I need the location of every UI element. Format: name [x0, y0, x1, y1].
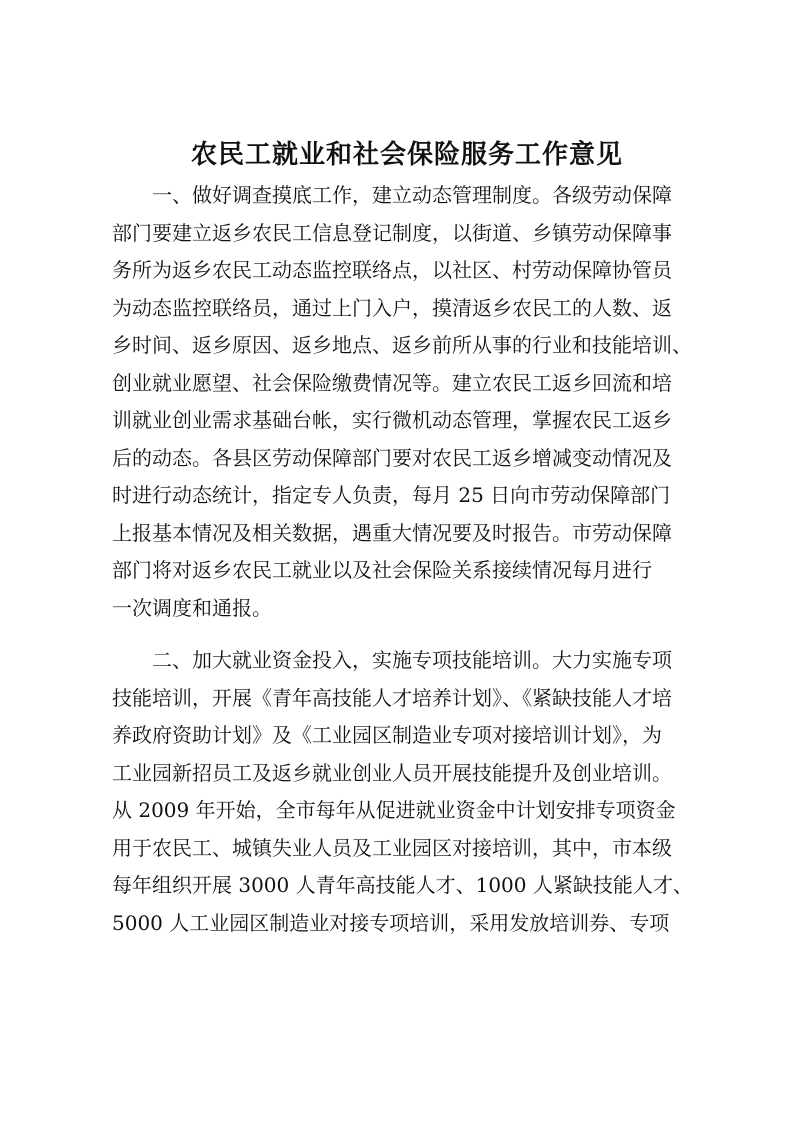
text-line: 二、加大就业资金投入，实施专项技能培训。大力实施专项 — [112, 648, 672, 673]
text-line: 一次调度和通报。 — [112, 595, 272, 620]
text-line: 养政府资助计划》及《工业园区制造业专项对接培训计划》，为 — [112, 723, 662, 748]
text-line: 创业就业愿望、社会保险缴费情况等。建立农民工返乡回流和培 — [112, 370, 672, 395]
paragraph-2 — [112, 642, 702, 942]
document-page — [112, 140, 702, 942]
text-line: 务所为返乡农民工动态监控联络点，以社区、村劳动保障协管员 — [112, 258, 672, 283]
document-title: 农民工就业和社会保险服务工作意见 — [190, 140, 623, 170]
text-line: 用于农民工、城镇失业人员及工业园区对接培训，其中，市本级 — [112, 835, 672, 860]
paragraph-1 — [112, 177, 702, 627]
text-line: 工业园新招员工及返乡就业创业人员开展技能提升及创业培训。 — [112, 760, 672, 785]
text-line: 乡时间、返乡原因、返乡地点、返乡前所从事的行业和技能培训、 — [112, 333, 692, 358]
text-line: 部门将对返乡农民工就业以及社会保险关系接续情况每月进行 — [112, 558, 652, 583]
text-line: 5000 人工业园区制造业对接专项培训，采用发放培训券、专项 — [112, 910, 670, 935]
text-line: 时进行动态统计，指定专人负责，每月 25 日向市劳动保障部门 — [112, 483, 671, 508]
text-line: 训就业创业需求基础台帐，实行微机动态管理，掌握农民工返乡 — [112, 408, 672, 433]
text-line: 技能培训，开展《青年高技能人才培养计划》、《紧缺技能人才培 — [112, 685, 672, 710]
text-line: 后的动态。各县区劳动保障部门要对农民工返乡增减变动情况及 — [112, 445, 672, 470]
paragraph-spacer — [112, 627, 702, 642]
text-line: 部门要建立返乡农民工信息登记制度，以街道、乡镇劳动保障事 — [112, 220, 672, 245]
text-line: 一、做好调查摸底工作，建立动态管理制度。各级劳动保障 — [112, 183, 672, 208]
text-line: 上报基本情况及相关数据，遇重大情况要及时报告。市劳动保障 — [112, 520, 672, 545]
text-line: 每年组织开展 3000 人青年高技能人才、1000 人紧缺技能人才、 — [112, 873, 693, 898]
text-line: 为动态监控联络员，通过上门入户，摸清返乡农民工的人数、返 — [112, 295, 672, 320]
text-line: 从 2009 年开始，全市每年从促进就业资金中计划安排专项资金 — [112, 798, 676, 823]
